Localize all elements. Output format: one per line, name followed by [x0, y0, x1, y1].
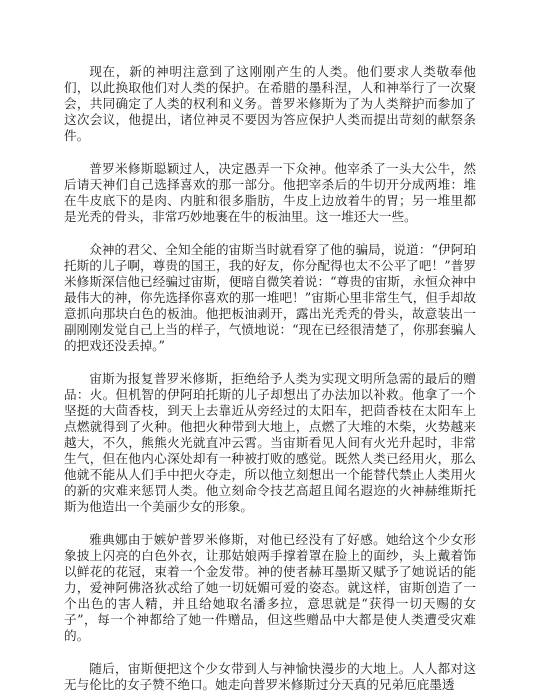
paragraph-2: 普罗米修斯聪颖过人，决定愚弄一下众神。他宰杀了一头大公牛，然后请天神们自己选择喜欢的那一部分。他把宰杀后的牛切开分成两堆：堆在牛皮底下的是肉、内脏和很多脂肪，牛皮上边放着牛的胃；另一堆里都是光秃的骨头，非常巧妙地裹在牛的板油里。这一堆还大一些。 [64, 161, 476, 224]
article-body [64, 64, 476, 700]
paragraph-3: 众神的君父、全知全能的宙斯当时就看穿了他的骗局，说道：“伊阿珀托斯的儿子啊，尊贵的国王，我的好友，你分配得也太不公平了吧！”普罗米修斯深信他已经骗过宙斯，便暗自微笑着说：“尊贵的宙斯，永恒众神中最伟大的神，你先选择你喜欢的那一堆吧！”宙斯心里非常生气，但手却故意抓向那块白色的板油。他把板油剥开，露出光秃秃的骨头，故意装出一副刚刚发觉自己上当的样子，气愤地说：“现在已经很清楚了，你那套骗人的把戏还没丢掉。” [64, 242, 476, 353]
paragraph-1: 现在，新的神明注意到了这刚刚产生的人类。他们要求人类敬奉他们，以此换取他们对人类的保护。在希腊的墨科涅，人和神举行了一次聚会，共同确定了人类的权利和义务。普罗米修斯为了为人类辩护而参加了这次会议，他提出，诸位神灵不要因为答应保护人类而提出苛刻的献祭条件。 [64, 64, 476, 143]
paragraph-6: 随后，宙斯便把这个少女带到人与神愉快漫步的大地上。人人都对这无与伦比的女子赞不绝口。她走向普罗米修斯过分天真的兄弟厄庇墨透 [64, 661, 476, 692]
paragraph-5: 雅典娜由于嫉妒普罗米修斯，对他已经没有了好感。她给这个少女形象披上闪亮的白色外衣，让那姑娘两手撑着罩在脸上的面纱，头上戴着饰以鲜花的花冠，束着一个金发带。神的使者赫耳墨斯又赋予了她说话的能力，爱神阿佛洛狄忒给了她一切妩媚可爱的姿态。就这样，宙斯创造了一个出色的害人精，并且给她取名潘多拉，意思就是“获得一切天赐的女子”，每一个神都给了她一件赠品，但这些赠品中大都是使人类遭受灾难的。 [64, 532, 476, 643]
paragraph-4: 宙斯为报复普罗米修斯，拒绝给予人类为实现文明所急需的最后的赠品：火。但机智的伊阿珀托斯的儿子却想出了办法加以补救。他拿了一个坚挺的大茴香枝，到天上去靠近从旁经过的太阳车，把茴香枝在太阳车上点燃就得到了火种。他把火种带到大地上，点燃了大堆的木柴，火势越来越大，不久，熊熊火光就直冲云霄。当宙斯看见人间有火光升起时，非常生气，但在他内心深处却有一种被打败的感觉。既然人类已经用火，那么他就不能从人们手中把火夺走，所以他立刻想出一个能替代禁止人类用火的新的灾难来惩罚人类。他立刻命令技艺高超且闻名遐迩的火神赫维斯托斯为他造出一个美丽少女的形象。 [64, 371, 476, 514]
